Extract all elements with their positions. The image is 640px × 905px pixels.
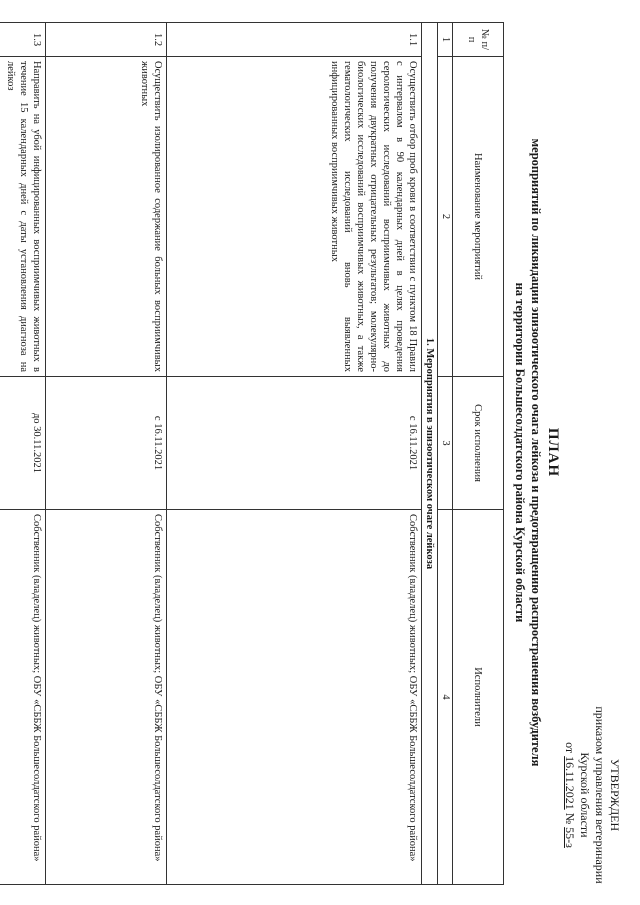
section-row: [422, 23, 438, 885]
approval-number-prefix: №: [563, 812, 577, 825]
plan-table: [0, 22, 504, 885]
row-executor: Собственник (владелец) животных; ОБУ «СББЖ Большесолдатского района»: [46, 510, 167, 885]
approval-date-line: [562, 705, 577, 885]
row-number: 1.3: [0, 23, 46, 57]
row-number: 1.1: [167, 23, 422, 57]
column-number-row: [438, 23, 453, 885]
approval-title: УТВЕРЖДЕН: [608, 758, 622, 832]
row-deadline: с 16.11.2021: [46, 377, 167, 510]
row-executor: Собственник (владелец) животных; ОБУ «СББЖ Большесолдатского района»: [167, 510, 422, 885]
column-number: 4: [438, 510, 453, 885]
table-row: [0, 23, 46, 885]
row-number: 1.2: [46, 23, 167, 57]
row-executor: Собственник (владелец) животных; ОБУ «СББЖ Большесолдатского района»: [0, 510, 46, 885]
header-measure: Наименование мероприятий: [453, 57, 504, 377]
title-main: ПЛАН: [545, 427, 561, 478]
column-number: 3: [438, 377, 453, 510]
row-measure: Осуществить изолированное содержание больных восприимчивых животных: [46, 57, 167, 377]
document-title: [512, 30, 562, 875]
title-subtitle: мероприятий по ликвидации эпизоотического очага лейкоза и предотвращению распространения возбудителя: [529, 138, 543, 767]
row-measure: Осуществить отбор проб крови в соответствии с пунктом 18 Правил с интервалом в 90 календарных дней в целях проведения серологических исследований восприимчивых животных до получения двукратных отрицательных результатов; молекулярно-биологических исследований восприимчивых животных, а также гематологических исследований вновь выявленных инфицированных восприимчивых животных: [167, 57, 422, 377]
header-executor: Исполнители: [453, 510, 504, 885]
column-number: 2: [438, 57, 453, 377]
approval-stamp: [562, 705, 622, 885]
row-measure: Направить на убой инфицированных восприимчивых животных в течение 15 календарных дней с даты установления диагноза на лейкоз: [0, 57, 46, 377]
row-deadline: с 16.11.2021: [167, 377, 422, 510]
column-number: 1: [438, 23, 453, 57]
table-row: [167, 23, 422, 885]
section-title: 1. Мероприятия в эпизоотическом очаге лейкоза: [422, 23, 438, 885]
approval-authority: приказом управления ветеринарии: [593, 706, 607, 884]
row-deadline: до 30.11.2021: [0, 377, 46, 510]
header-deadline: Срок исполнения: [453, 377, 504, 510]
table-row: [46, 23, 167, 885]
table-header-row: [453, 23, 504, 885]
approval-date: 16.11.2021: [563, 756, 577, 810]
approval-date-prefix: от: [563, 742, 577, 754]
approval-region: Курской области: [578, 752, 592, 838]
title-territory: на территории Большесолдатского района Курской области: [513, 282, 527, 623]
approval-number: 55-з: [563, 827, 577, 848]
header-number: № п/п: [453, 23, 504, 57]
